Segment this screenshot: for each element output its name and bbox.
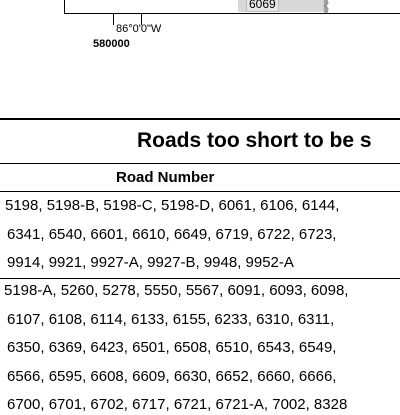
column-header-road-number: Road Number bbox=[116, 169, 215, 186]
table-row: 5198-A, 5260, 5278, 5550, 5567, 6091, 6093, 6098, bbox=[4, 282, 349, 299]
longitude-label: 86°0'0"W bbox=[116, 23, 162, 35]
table-title: Roads too short to be s bbox=[137, 129, 372, 152]
map-road-label-area bbox=[238, 0, 325, 12]
map-neatline-bottom bbox=[64, 13, 400, 14]
table-row: 6566, 6595, 6608, 6609, 6630, 6652, 6660, 6666, bbox=[7, 368, 337, 385]
table-row: 6107, 6108, 6114, 6133, 6155, 6233, 6310, 6311, bbox=[7, 311, 335, 328]
map-road-label: 6069 bbox=[246, 0, 279, 12]
roads-table bbox=[0, 118, 400, 413]
map-neatline-vertical bbox=[64, 0, 65, 14]
easting-label: 580000 bbox=[93, 38, 130, 50]
header-divider bbox=[0, 191, 400, 192]
easting-tick-mark bbox=[113, 13, 114, 25]
map-road-line bbox=[322, 0, 330, 14]
table-row: 9914, 9921, 9927-A, 9927-B, 9948, 9952-A bbox=[7, 254, 294, 271]
title-divider bbox=[0, 163, 400, 164]
row-group-divider bbox=[0, 278, 400, 279]
table-row: 6700, 6701, 6702, 6717, 6721, 6721-A, 7002, 8328 bbox=[7, 396, 348, 413]
table-row: 6341, 6540, 6601, 6610, 6649, 6719, 6722, 6723, bbox=[7, 226, 337, 243]
table-row: 6350, 6369, 6423, 6501, 6508, 6510, 6543, 6549, bbox=[7, 339, 337, 356]
map-frame-excerpt bbox=[0, 0, 400, 20]
table-row: 5198, 5198-B, 5198-C, 5198-D, 6061, 6106, 6144, bbox=[5, 197, 340, 214]
